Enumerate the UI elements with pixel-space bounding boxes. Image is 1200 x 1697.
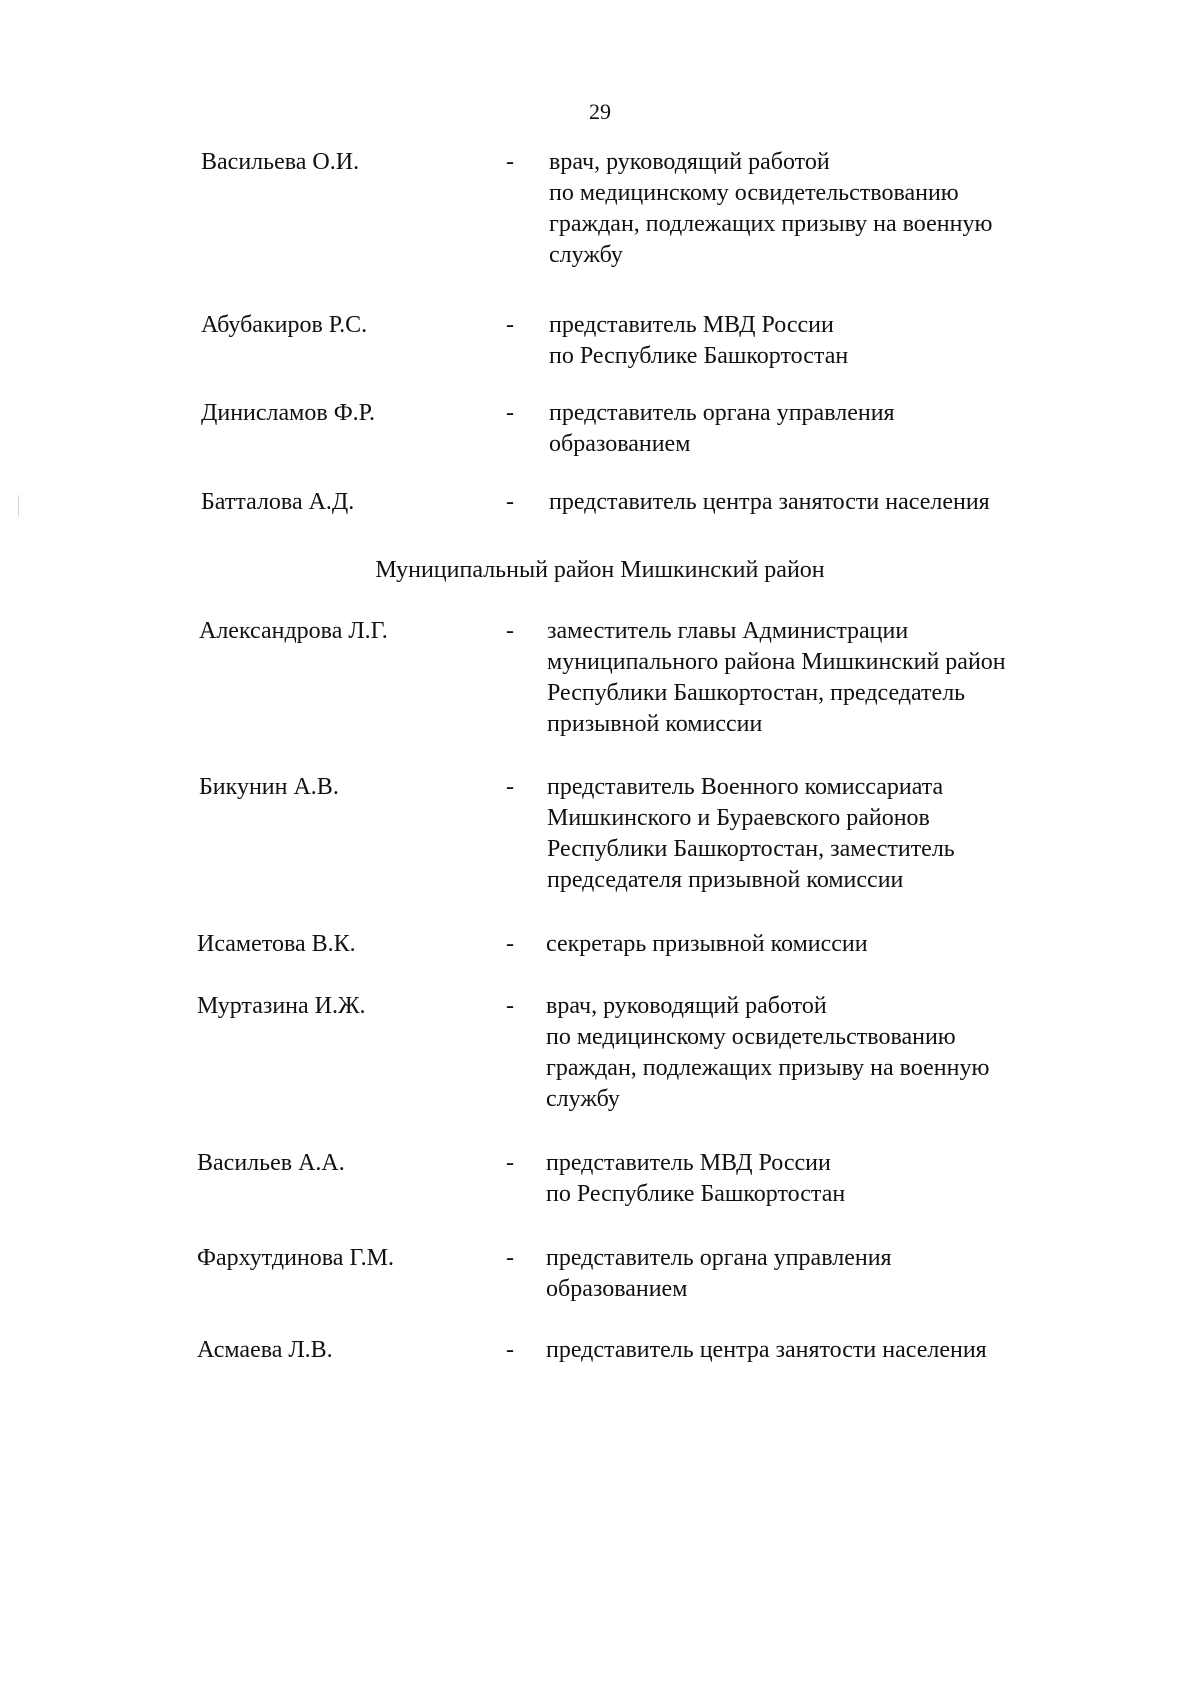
member-role: представитель МВД России по Республике Башкортостан — [549, 312, 849, 369]
section-title: Муниципальный район Мишкинский район — [375, 557, 825, 583]
member-name: Батталова А.Д. — [201, 489, 355, 515]
dash-separator: - — [506, 618, 514, 644]
member-name: Бикунин А.В. — [199, 774, 339, 800]
member-role: представитель МВД России по Республике Башкортостан — [546, 1150, 846, 1207]
member-name: Фархутдинова Г.М. — [197, 1245, 394, 1271]
dash-separator: - — [506, 774, 514, 800]
member-role: представитель органа управления образованием — [546, 1245, 892, 1302]
member-role: представитель центра занятости населения — [549, 489, 990, 515]
member-name: Васильев А.А. — [197, 1150, 345, 1176]
scan-artifact — [18, 495, 19, 517]
member-name: Васильева О.И. — [201, 149, 360, 175]
dash-separator: - — [506, 312, 514, 338]
member-name: Динисламов Ф.Р. — [201, 400, 376, 426]
member-role: представитель центра занятости населения — [546, 1337, 987, 1363]
member-name: Абубакиров Р.С. — [201, 312, 368, 338]
member-role: заместитель главы Администрации муниципального района Мишкинский район Республики Башкортостан, председатель призывной комиссии — [547, 618, 1006, 737]
dash-separator: - — [506, 1245, 514, 1271]
dash-separator: - — [506, 1337, 514, 1363]
member-name: Исаметова В.К. — [197, 931, 356, 957]
member-role: врач, руководящий работой по медицинскому освидетельствованию граждан, подлежащих призыву на военную службу — [546, 993, 990, 1112]
member-name: Муртазина И.Ж. — [197, 993, 366, 1019]
page-number: 29 — [589, 99, 611, 124]
member-role: представитель Военного комиссариата Мишкинского и Бураевского районов Республики Башкортостан, заместитель председателя призывной комиссии — [547, 774, 955, 893]
member-role: врач, руководящий работой по медицинскому освидетельствованию граждан, подлежащих призыву на военную службу — [549, 149, 993, 268]
dash-separator: - — [506, 993, 514, 1019]
member-role: секретарь призывной комиссии — [546, 931, 868, 957]
dash-separator: - — [506, 149, 514, 175]
member-name: Александрова Л.Г. — [199, 618, 388, 644]
dash-separator: - — [506, 489, 514, 515]
dash-separator: - — [506, 400, 514, 426]
member-name: Асмаева Л.В. — [197, 1337, 333, 1363]
dash-separator: - — [506, 1150, 514, 1176]
member-role: представитель органа управления образованием — [549, 400, 895, 457]
dash-separator: - — [506, 931, 514, 957]
